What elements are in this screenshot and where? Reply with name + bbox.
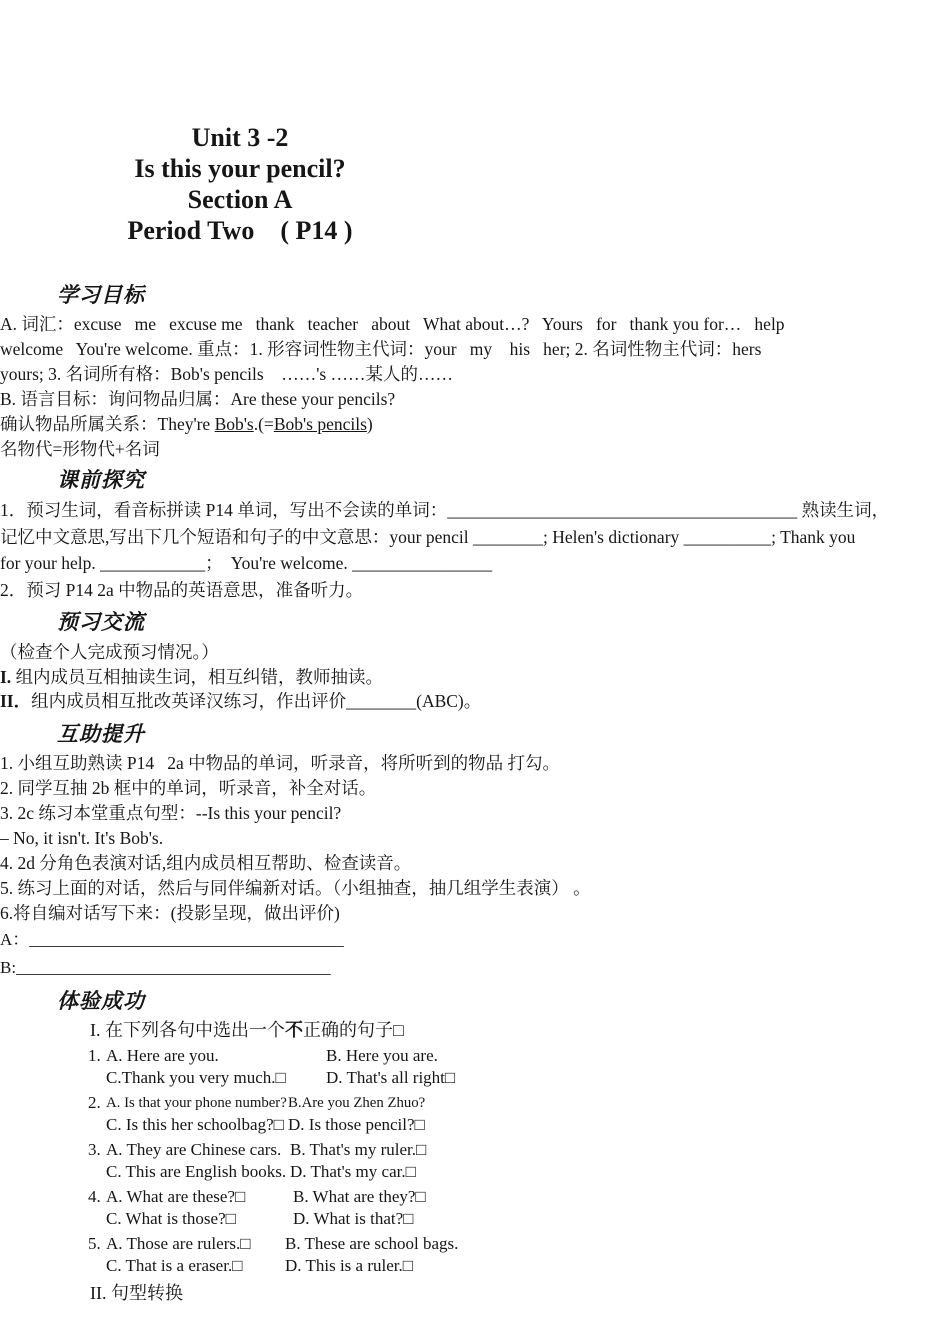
- instruction-prefix: I. 在下列各句中选出一个: [90, 1020, 285, 1040]
- exercise-item-4-option-a: A. What are these?□: [106, 1187, 246, 1206]
- exercise-item-3-row-1: [88, 1139, 950, 1161]
- exchange-item-1-numeral: I.: [0, 667, 12, 687]
- instruction-bold-not: 不: [285, 1020, 303, 1040]
- exercise-item-5-number: 5.: [88, 1234, 101, 1253]
- exercise-item-4-row-2: [88, 1208, 950, 1230]
- success-heading: 体验成功: [57, 990, 145, 1013]
- exercise-item-1-option-d: D. That's all right□: [326, 1068, 456, 1087]
- section-mutual-improvement: [0, 722, 950, 982]
- exchange-item-2-numeral: II．: [0, 691, 32, 711]
- preclass-item-1-blank: ________________________________________: [447, 500, 798, 520]
- exercise-item-5-row-1: [88, 1233, 950, 1255]
- dialog-line-b-label: B:: [0, 958, 17, 977]
- confirm-prefix: 确认物品所属关系：They're: [0, 414, 215, 434]
- exercise-item-2-option-d: D. Is those pencil?□: [288, 1115, 425, 1134]
- exercise-item-1-spacer: [88, 1067, 106, 1089]
- exchange-heading: 预习交流: [57, 611, 145, 634]
- exchange-item-1: [0, 665, 950, 689]
- exercise-item-1: [0, 1045, 950, 1089]
- mutual-item-1: 1. 小组互助熟读 P14 2a 中物品的单词，听录音，将所听到的物品 打勾。: [0, 753, 560, 773]
- dialog-line-a-label: A：: [0, 930, 30, 949]
- exercise-item-3-row-2: [88, 1161, 950, 1183]
- exercise-item-1-option-a: A. Here are you.: [106, 1046, 219, 1065]
- section-learning-goals: [0, 283, 950, 462]
- exchange-item-2-text: 组内成员相互批改英译汉练习，作出评价________(ABC)。: [31, 691, 482, 711]
- exercise-item-1-option-b: B. Here you are.: [326, 1046, 438, 1065]
- preclass-item-1-text: 预习生词，看音标拼读 P14 单词，写出不会读的单词：: [26, 500, 448, 520]
- exercise-item-5-option-d: D. This is a ruler.□: [285, 1256, 413, 1275]
- exercise-item-4-option-d: D. What is that?□: [293, 1209, 414, 1228]
- language-goal-line: B. 语言目标：询问物品归属：Are these your pencils?: [0, 389, 396, 409]
- exercise-item-2-option-b: B.Are you Zhen Zhuo?: [288, 1095, 426, 1111]
- preclass-item-2: [0, 577, 950, 604]
- mutual-item-4: 4. 2d 分角色表演对话,组内成员相互帮助、检查读音。: [0, 853, 412, 873]
- preclass-item-1-cont-1: 记忆中文意思,写出下几个短语和句子的中文意思：your pencil ________; Helen's dictionary __________; Thank you: [0, 526, 856, 547]
- exercise-item-3-option-b: B. That's my ruler.□: [290, 1140, 427, 1159]
- exercise-item-5-row-2: [88, 1255, 950, 1277]
- confirm-underlined-1: Bob's: [214, 414, 254, 434]
- confirm-ownership-line: [0, 412, 950, 437]
- title-period: Period Two ( P14 ): [127, 216, 353, 245]
- mutual-item-2: 2. 同学互抽 2b 框中的单词，听录音，补全对话。: [0, 778, 377, 798]
- vocab-line-3: yours; 3. 名词所有格：Bob's pencils ……'s ……某人的……: [0, 364, 454, 384]
- exercise-item-5: [0, 1233, 950, 1277]
- exchange-item-1-text: 组内成员互相抽读生词，相互纠错，教师抽读。: [11, 667, 384, 687]
- preclass-item-1: [0, 497, 950, 524]
- mutual-item-3: 3. 2c 练习本堂重点句型：--Is this your pencil?: [0, 803, 342, 823]
- exchange-note: （检查个人完成预习情况。）: [0, 642, 219, 662]
- exercise-item-4-row-1: [88, 1186, 950, 1208]
- exercise-item-3-option-d: D. That's my car.□: [290, 1162, 416, 1181]
- title-section: Section A: [187, 185, 293, 214]
- exercise-item-2-option-c: C. Is this her schoolbag?□: [106, 1115, 284, 1134]
- exercise-part-1-instruction: [90, 1018, 950, 1042]
- exercise-item-1-row-1: [88, 1045, 950, 1067]
- exercise-item-1-number: 1.: [88, 1046, 101, 1065]
- confirm-middle: .(=: [253, 414, 274, 434]
- pronoun-formula: 名物代=形物代+名词: [0, 439, 160, 459]
- preclass-item-1-cont-2: for your help. ____________； You're welcome. ________________: [0, 553, 493, 573]
- exercise-item-3: [0, 1139, 950, 1183]
- exercise-item-2-option-a: A. Is that your phone number?: [106, 1095, 287, 1111]
- exercise-item-4-number: 4.: [88, 1187, 101, 1206]
- preclass-heading: 课前探究: [57, 469, 145, 492]
- preclass-item-1-number: 1．: [0, 500, 27, 520]
- exchange-item-2: [0, 689, 950, 713]
- mutual-heading: 互助提升: [57, 723, 145, 746]
- confirm-suffix: ): [366, 414, 373, 434]
- learning-goals-heading: 学习目标: [57, 284, 145, 307]
- dialog-line-b: [0, 954, 950, 982]
- exercise-item-1-option-c: C.Thank you very much.□: [106, 1068, 286, 1087]
- title-unit: Unit 3 -2: [191, 123, 289, 152]
- exercise-item-2-number: 2.: [88, 1093, 101, 1112]
- exercise-item-2-row-2: [88, 1114, 950, 1136]
- vocab-line-1: A. 词汇：excuse me excuse me thank teacher about What about…? Yours for thank you for… help: [0, 314, 785, 334]
- dialog-line-b-blank: _____________________________________: [16, 958, 331, 977]
- exercise-item-5-spacer: [88, 1255, 106, 1277]
- preclass-item-2-number: 2．: [0, 579, 27, 600]
- section-preview-exchange: [0, 610, 950, 713]
- dialog-line-a: [0, 926, 950, 954]
- exercise-item-4-spacer: [88, 1208, 106, 1230]
- mutual-item-3-answer: – No, it isn't. It's Bob's.: [0, 828, 164, 848]
- exercise-item-4-option-b: B. What are they?□: [293, 1187, 426, 1206]
- preclass-item-1-tail: 熟读生词，: [797, 500, 890, 520]
- section-preclass-exploration: [0, 468, 950, 603]
- preclass-item-2-text: 预习 P14 2a 中物品的英语意思，准备听力。: [26, 579, 364, 600]
- mutual-item-5: 5. 练习上面的对话，然后与同伴编新对话。（小组抽查，抽几组学生表演） 。: [0, 878, 591, 898]
- instruction-suffix: 正确的句子□: [303, 1020, 404, 1040]
- section-experience-success: [0, 989, 950, 1305]
- exercise-item-3-spacer: [88, 1161, 106, 1183]
- exercise-item-5-option-c: C. That is a eraser.□: [106, 1256, 243, 1275]
- exercise-item-1-row-2: [88, 1067, 950, 1089]
- exercise-item-5-option-b: B. These are school bags.: [285, 1234, 459, 1253]
- exercise-part-2-heading: II. 句型转换: [90, 1283, 183, 1303]
- exercise-item-2: [0, 1092, 950, 1136]
- dialog-line-a-blank: _____________________________________: [29, 930, 344, 949]
- title-topic: Is this your pencil?: [134, 154, 346, 183]
- exercise-item-3-option-a: A. They are Chinese cars.: [106, 1140, 282, 1159]
- document-title: [58, 122, 422, 246]
- vocab-line-2: welcome You're welcome. 重点：1. 形容词性物主代词：your my his her; 2. 名词性物主代词：hers: [0, 339, 762, 359]
- exercise-item-2-spacer: [88, 1114, 106, 1136]
- exercise-item-4-option-c: C. What is those?□: [106, 1209, 236, 1228]
- confirm-underlined-2: Bob's pencils: [273, 414, 367, 434]
- exercise-item-2-row-1: [88, 1092, 950, 1114]
- exercise-item-5-option-a: A. Those are rulers.□: [106, 1234, 251, 1253]
- exercise-item-4: [0, 1186, 950, 1230]
- exercise-item-3-option-c: C. This are English books.: [106, 1162, 287, 1181]
- mutual-item-6: 6.将自编对话写下来：(投影呈现，做出评价): [0, 903, 340, 923]
- exercise-item-3-number: 3.: [88, 1140, 101, 1159]
